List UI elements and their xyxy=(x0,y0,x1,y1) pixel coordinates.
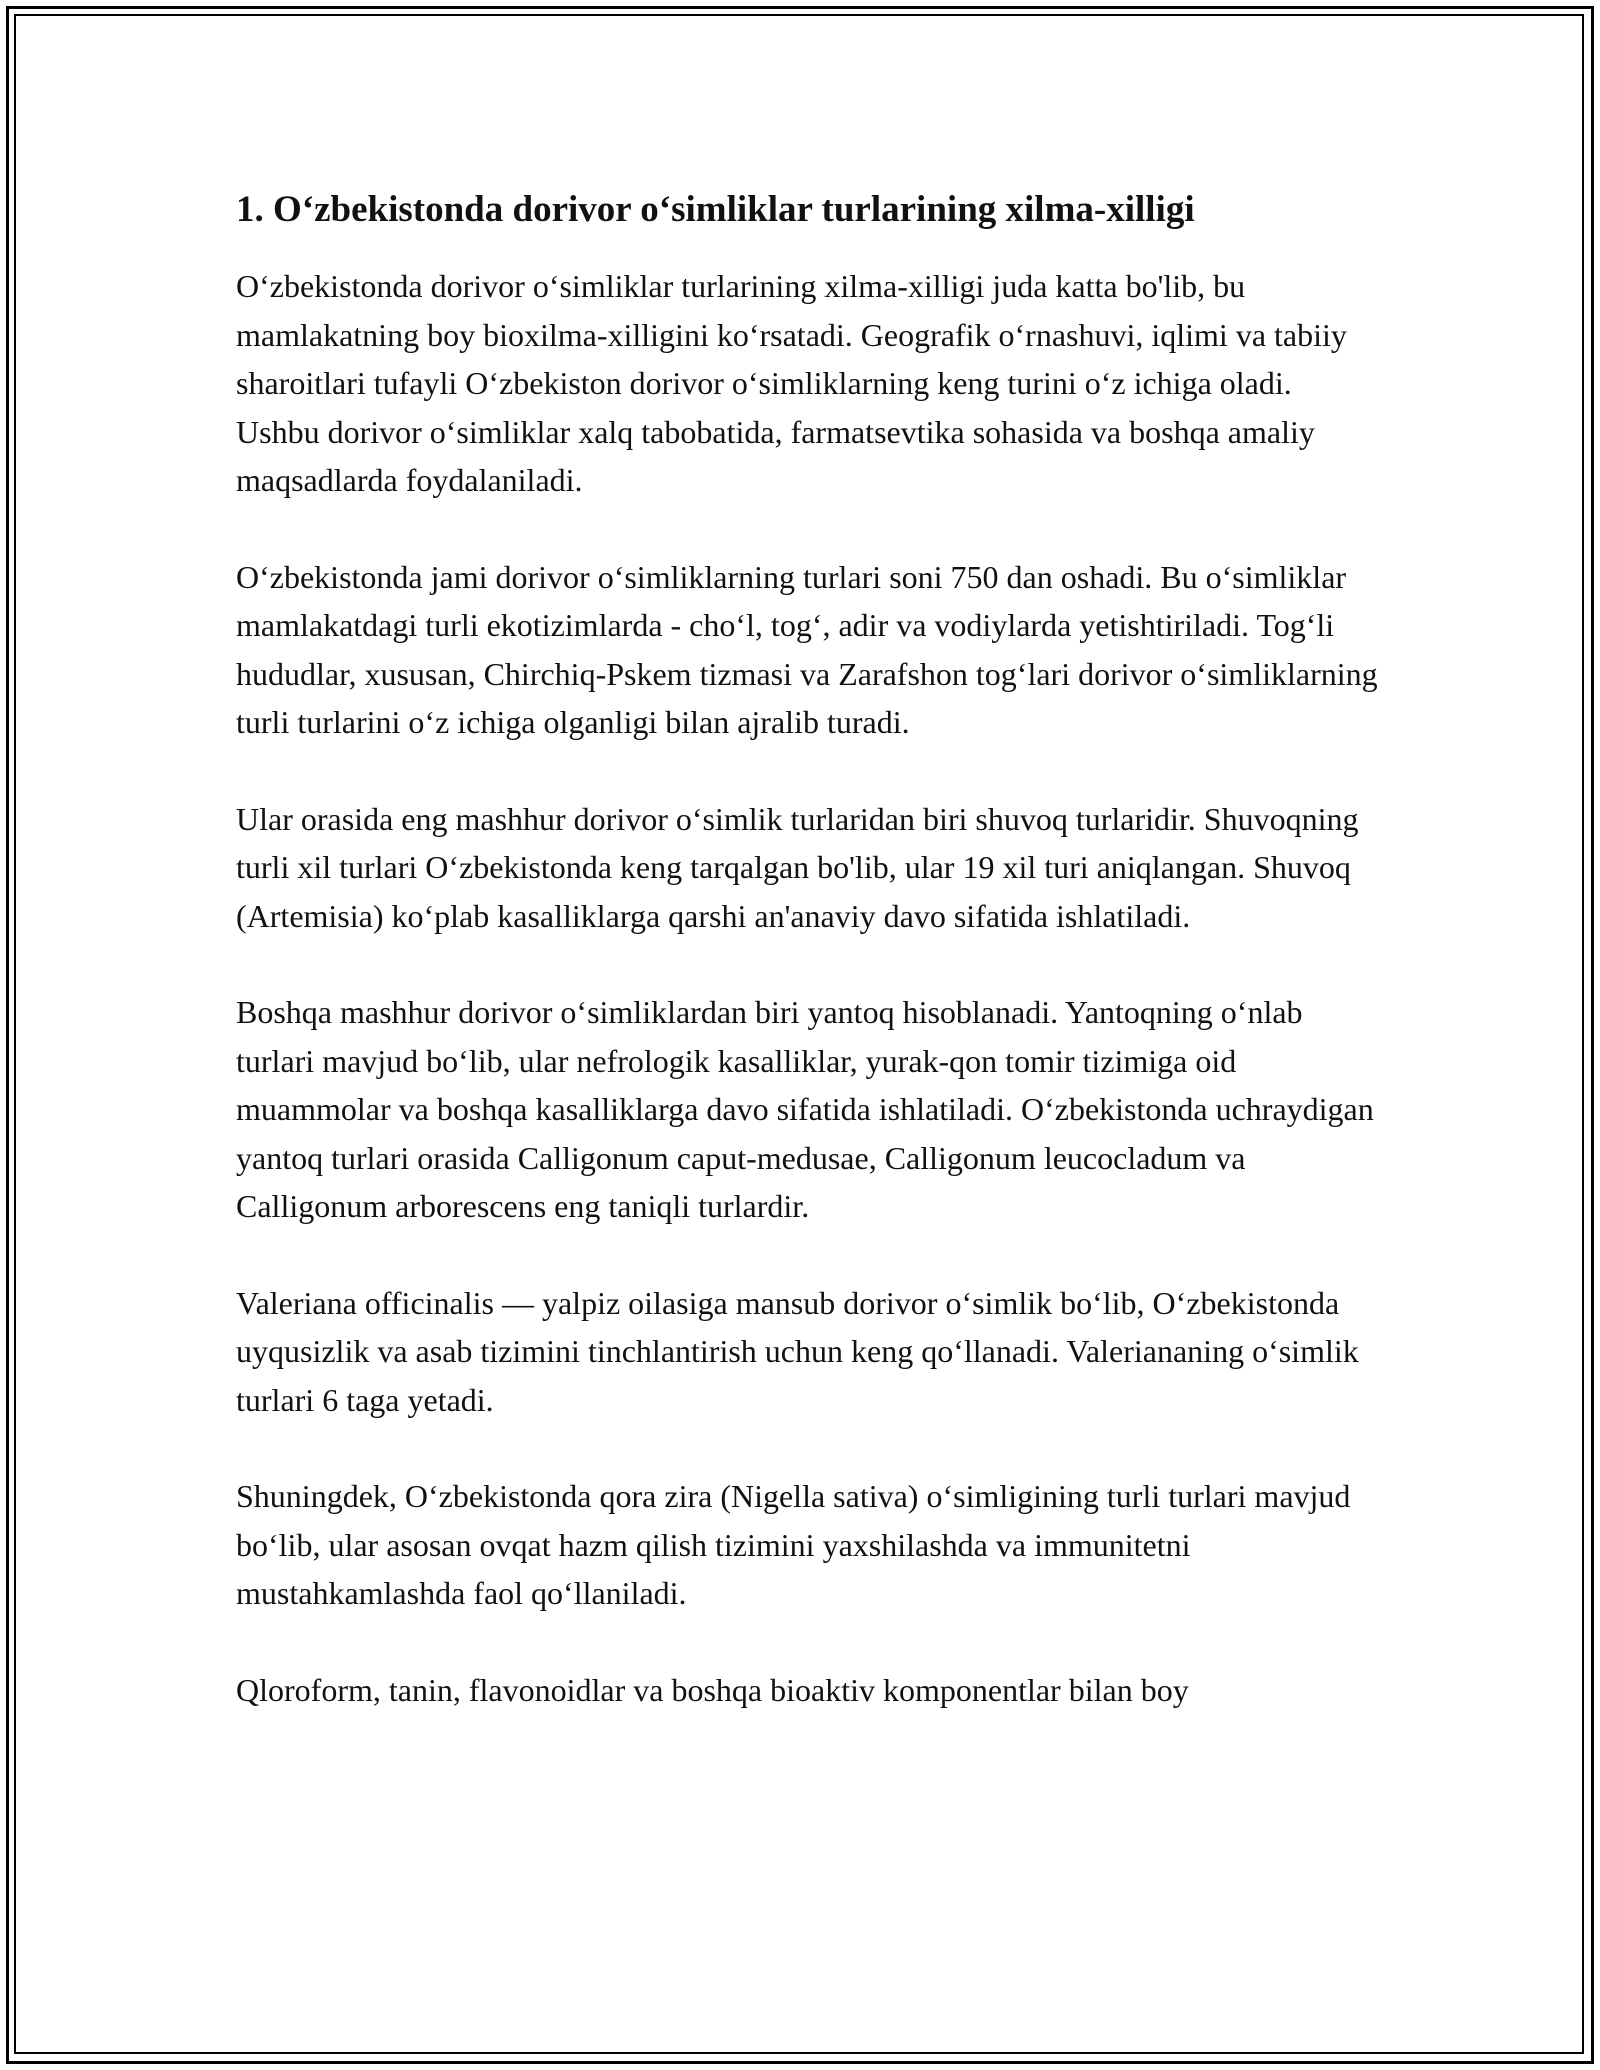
paragraph-bioactive: Qloroform, tanin, flavonoidlar va boshqa bioaktiv komponentlar bilan boy xyxy=(236,1671,1189,1708)
document-body xyxy=(236,186,1380,1762)
paragraph-nigella: Shuningdek, O‘zbekistonda qora zira (Nigella sativa) o‘simligining turli turlari mavjud bo‘lib, ular asosan ovqat hazm qilish tizimini yaxshilashda va immunitetni mustahkamlashda faol qo‘llaniladi. xyxy=(236,1478,1351,1611)
paragraph-valeriana: Valeriana officinalis — yalpiz oilasiga mansub dorivor o‘simlik bo‘lib, O‘zbekistonda uyqusizlik va asab tizimini tinchlantirish uchun keng qo‘llanadi. Valeriananing o‘simlik turlari 6 taga yetadi. xyxy=(236,1284,1359,1418)
section-heading: 1. O‘zbekistonda dorivor o‘simliklar turlarining xilma-xilligi xyxy=(236,189,1195,230)
paragraph-calligonum: Boshqa mashhur dorivor o‘simliklardan biri yantoq hisoblanadi. Yantoqning o‘nlab turlari mavjud bo‘lib, ular nefrologik kasalliklar, yurak-qon tomir tizimiga oid muammolar va boshqa kasalliklarga davo sifatida ishlatiladi. O‘zbekistonda uchraydigan yantoq turlari orasida Calligonum caput-medusae, Calligonum leucocladum va Calligonum arborescens eng taniqli turlardir. xyxy=(236,994,1374,1224)
paragraph-intro: O‘zbekistonda dorivor o‘simliklar turlarining xilma-xilligi juda katta bo'lib, bu mamlakatning boy bioxilma-xilligini ko‘rsatadi. Geografik o‘rnashuvi, iqlimi va tabiiy sharoitlari tufayli O‘zbekiston dorivor o‘simliklarning keng turini o‘z ichiga oladi. Ushbu dorivor o‘simliklar xalq tabobatida, farmatsevtika sohasida va boshqa amaliy maqsadlarda foydalaniladi. xyxy=(236,268,1347,498)
paragraph-artemisia: Ular orasida eng mashhur dorivor o‘simlik turlaridan biri shuvoq turlaridir. Shuvoqning turli xil turlari O‘zbekistonda keng tarqalgan bo'lib, ular 19 xil turi aniqlangan. Shuvoq (Artemisia) ko‘plab kasalliklarga qarshi an'anaviy davo sifatida ishlatiladi. xyxy=(236,800,1359,934)
paragraph-species-count: O‘zbekistonda jami dorivor o‘simliklarning turlari soni 750 dan oshadi. Bu o‘simliklar mamlakatdagi turli ekotizimlarda - cho‘l, tog‘, adir va vodiylarda yetishtiriladi. Tog‘li hududlar, xususan, Chirchiq-Pskem tizmasi va Zarafshon tog‘lari dorivor o‘simliklarning turli turlarini o‘z ichiga olganligi bilan ajralib turadi. xyxy=(236,558,1378,740)
